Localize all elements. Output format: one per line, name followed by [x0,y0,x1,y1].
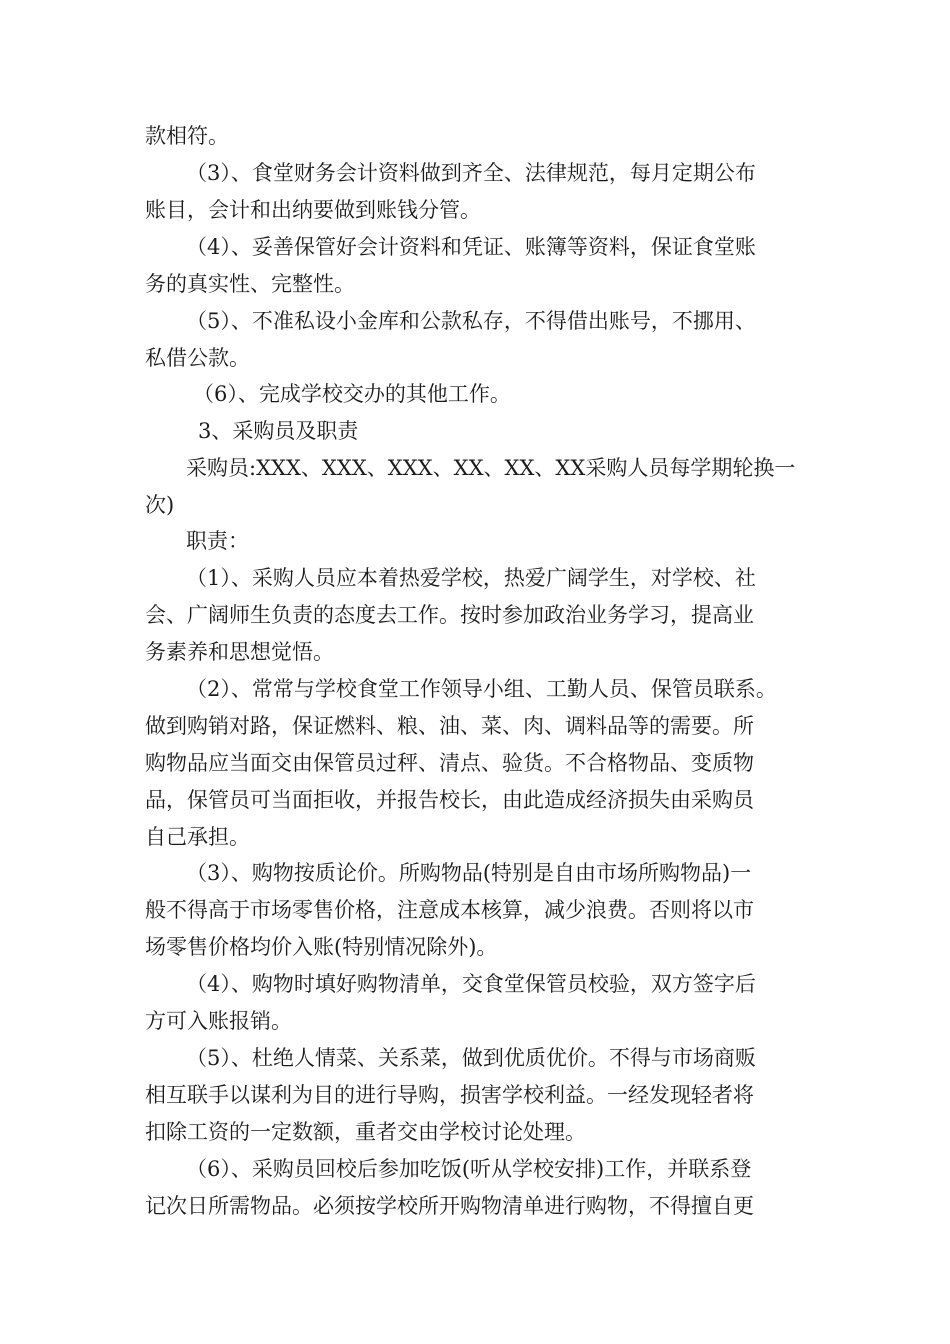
text-line: （6）、完成学校交办的其他工作。 [193,382,511,406]
text-line: 会、广阔师生负责的态度去工作。按时参加政治业务学习，提高业 [145,603,754,627]
text-line: 账目，会计和出纳要做到账钱分管。 [145,198,481,222]
text-line: 务素养和思想觉悟。 [145,640,334,664]
text-line: 方可入账报销。 [145,1009,292,1033]
text-line: （1）、采购人员应本着热爱学校，热爱广阔学生，对学校、社 [186,566,756,590]
text-line: 记次日所需物品。必须按学校所开购物清单进行购物，不得擅自更 [145,1194,754,1218]
subheading: 职责： [186,529,249,553]
text-line: （4）、购物时填好购物清单，交食堂保管员校验，双方签字后 [186,972,756,996]
text-line: 款相符。 [145,124,229,148]
text-line: 次) [145,493,175,517]
text-line: 做到购销对路，保证燃料、粮、油、菜、肉、调料品等的需要。所 [145,714,754,738]
text-line: 扣除工资的一定数额，重者交由学校讨论处理。 [145,1120,586,1144]
text-line: （6）、采购员回校后参加吃饭(听从学校安排)工作，并联系登 [186,1157,752,1181]
text-line: 相互联手以谋利为目的进行导购，损害学校利益。一经发现轻者将 [145,1083,754,1107]
text-line: （5）、不准私设小金库和公款私存，不得借出账号，不挪用、 [186,309,756,333]
text-line: 采购员:XXX、XXX、XXX、XX、XX、XX采购人员每学期轮换一 [186,456,796,480]
text-line: （4）、妥善保管好会计资料和凭证、账簿等资料，保证食堂账 [186,235,756,259]
text-line: 般不得高于市场零售价格，注意成本核算，减少浪费。否则将以市 [145,898,754,922]
text-line: 场零售价格均价入账(特别情况除外)。 [145,935,498,959]
text-line: 品，保管员可当面拒收，并报告校长，由此造成经济损失由采购员 [145,788,754,812]
text-line: （3）、购物按质论价。所购物品(特别是自由市场所购物品)一 [186,861,752,885]
text-line: 购物品应当面交由保管员过秤、清点、验货。不合格物品、变质物 [145,751,754,775]
section-heading: 3、采购员及职责 [198,419,359,443]
text-line: （3）、食堂财务会计资料做到齐全、法律规范，每月定期公布 [186,161,756,185]
text-line: （2）、常常与学校食堂工作领导小组、工勤人员、保管员联系。 [186,677,777,701]
text-line: （5）、杜绝人情菜、关系菜，做到优质优价。不得与市场商贩 [186,1046,756,1070]
text-line: 自己承担。 [145,825,250,849]
text-line: 私借公款。 [145,346,250,370]
text-line: 务的真实性、完整性。 [145,272,355,296]
